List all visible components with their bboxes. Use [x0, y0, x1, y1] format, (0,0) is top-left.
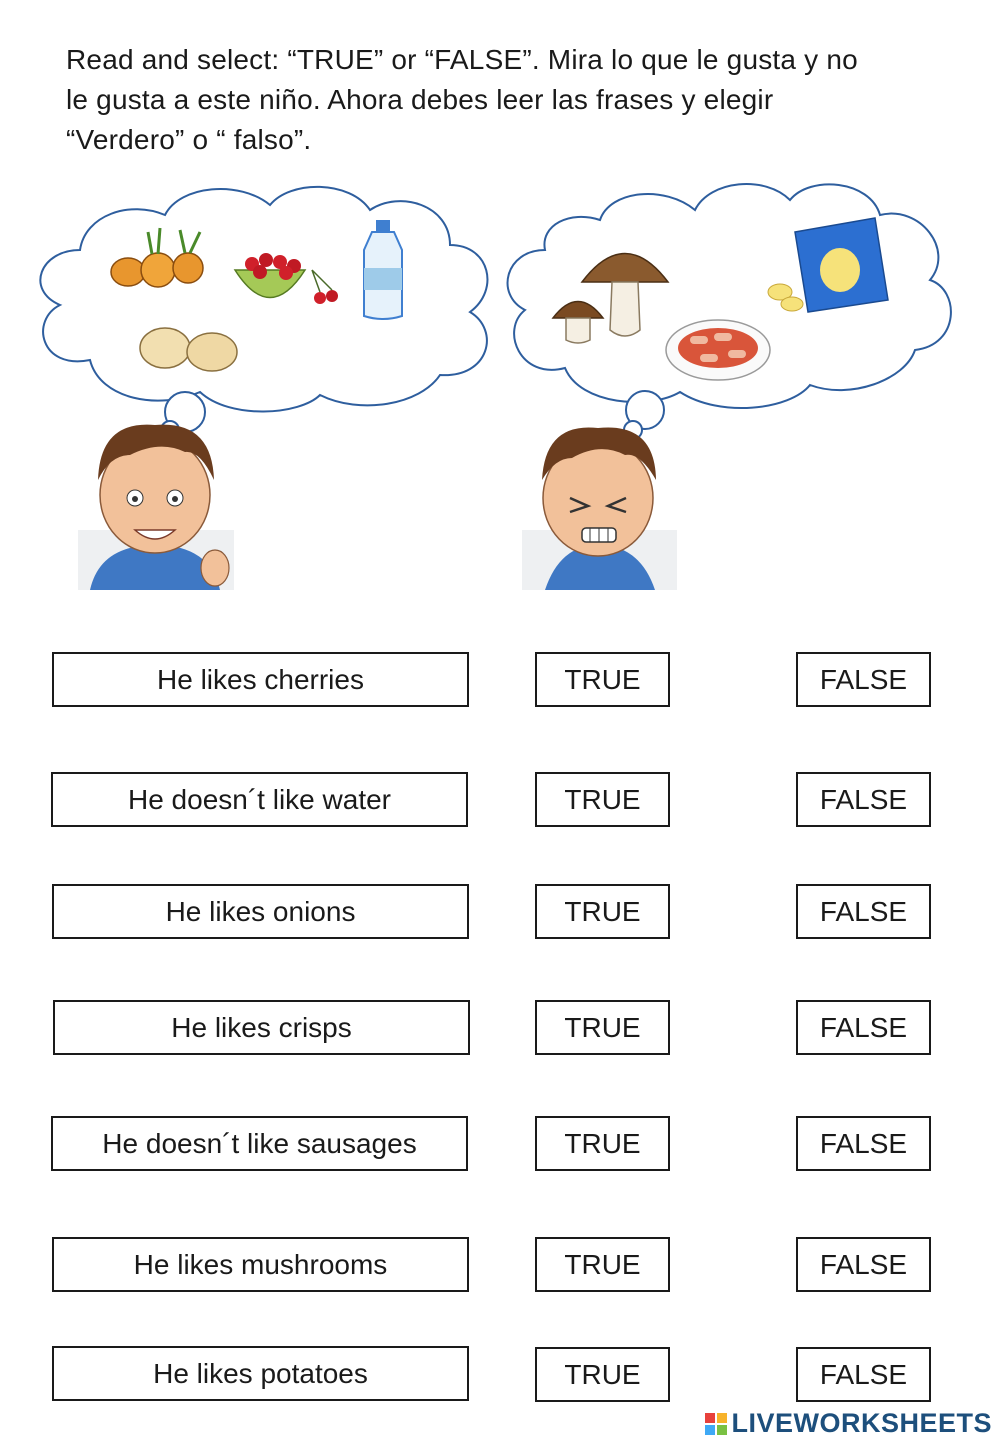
- water-bottle-icon: [364, 220, 402, 319]
- instructions-line-2: le gusta a este niño. Ahora debes leer las frases y elegir: [66, 84, 774, 115]
- logo-square-green: [717, 1425, 727, 1435]
- instructions: [66, 40, 936, 160]
- statement-7: He likes potatoes: [52, 1346, 469, 1401]
- likes-thought-cloud: [40, 187, 487, 439]
- instructions-line-1: Read and select: “TRUE” or “FALSE”. Mira lo que le gusta y no: [66, 44, 858, 75]
- true-button-5[interactable]: TRUE: [535, 1116, 670, 1171]
- false-button-1[interactable]: FALSE: [796, 652, 931, 707]
- illustration-area: [0, 175, 1000, 595]
- false-button-5[interactable]: FALSE: [796, 1116, 931, 1171]
- true-button-3[interactable]: TRUE: [535, 884, 670, 939]
- instructions-line-3: “Verdero” o “ falso”.: [66, 124, 312, 155]
- false-button-2[interactable]: FALSE: [796, 772, 931, 827]
- logo-squares-icon: [705, 1413, 727, 1435]
- brand-name: LIVEWORKSHEETS: [731, 1408, 992, 1438]
- true-button-6[interactable]: TRUE: [535, 1237, 670, 1292]
- true-button-1[interactable]: TRUE: [535, 652, 670, 707]
- logo-square-blue: [705, 1425, 715, 1435]
- liveworksheets-logo[interactable]: [705, 1408, 992, 1439]
- statement-2: He doesn´t like water: [51, 772, 468, 827]
- false-button-4[interactable]: FALSE: [796, 1000, 931, 1055]
- logo-square-yellow: [717, 1413, 727, 1423]
- false-button-7[interactable]: FALSE: [796, 1347, 931, 1402]
- true-button-7[interactable]: TRUE: [535, 1347, 670, 1402]
- angry-boy-icon: [522, 427, 677, 590]
- statement-3: He likes onions: [52, 884, 469, 939]
- sausages-icon: [666, 320, 770, 380]
- statement-1: He likes cherries: [52, 652, 469, 707]
- statement-4: He likes crisps: [53, 1000, 470, 1055]
- false-button-3[interactable]: FALSE: [796, 884, 931, 939]
- statement-6: He likes mushrooms: [52, 1237, 469, 1292]
- true-button-2[interactable]: TRUE: [535, 772, 670, 827]
- false-button-6[interactable]: FALSE: [796, 1237, 931, 1292]
- true-button-4[interactable]: TRUE: [535, 1000, 670, 1055]
- happy-boy-thumbs-up-icon: [78, 425, 234, 590]
- statement-5: He doesn´t like sausages: [51, 1116, 468, 1171]
- logo-square-red: [705, 1413, 715, 1423]
